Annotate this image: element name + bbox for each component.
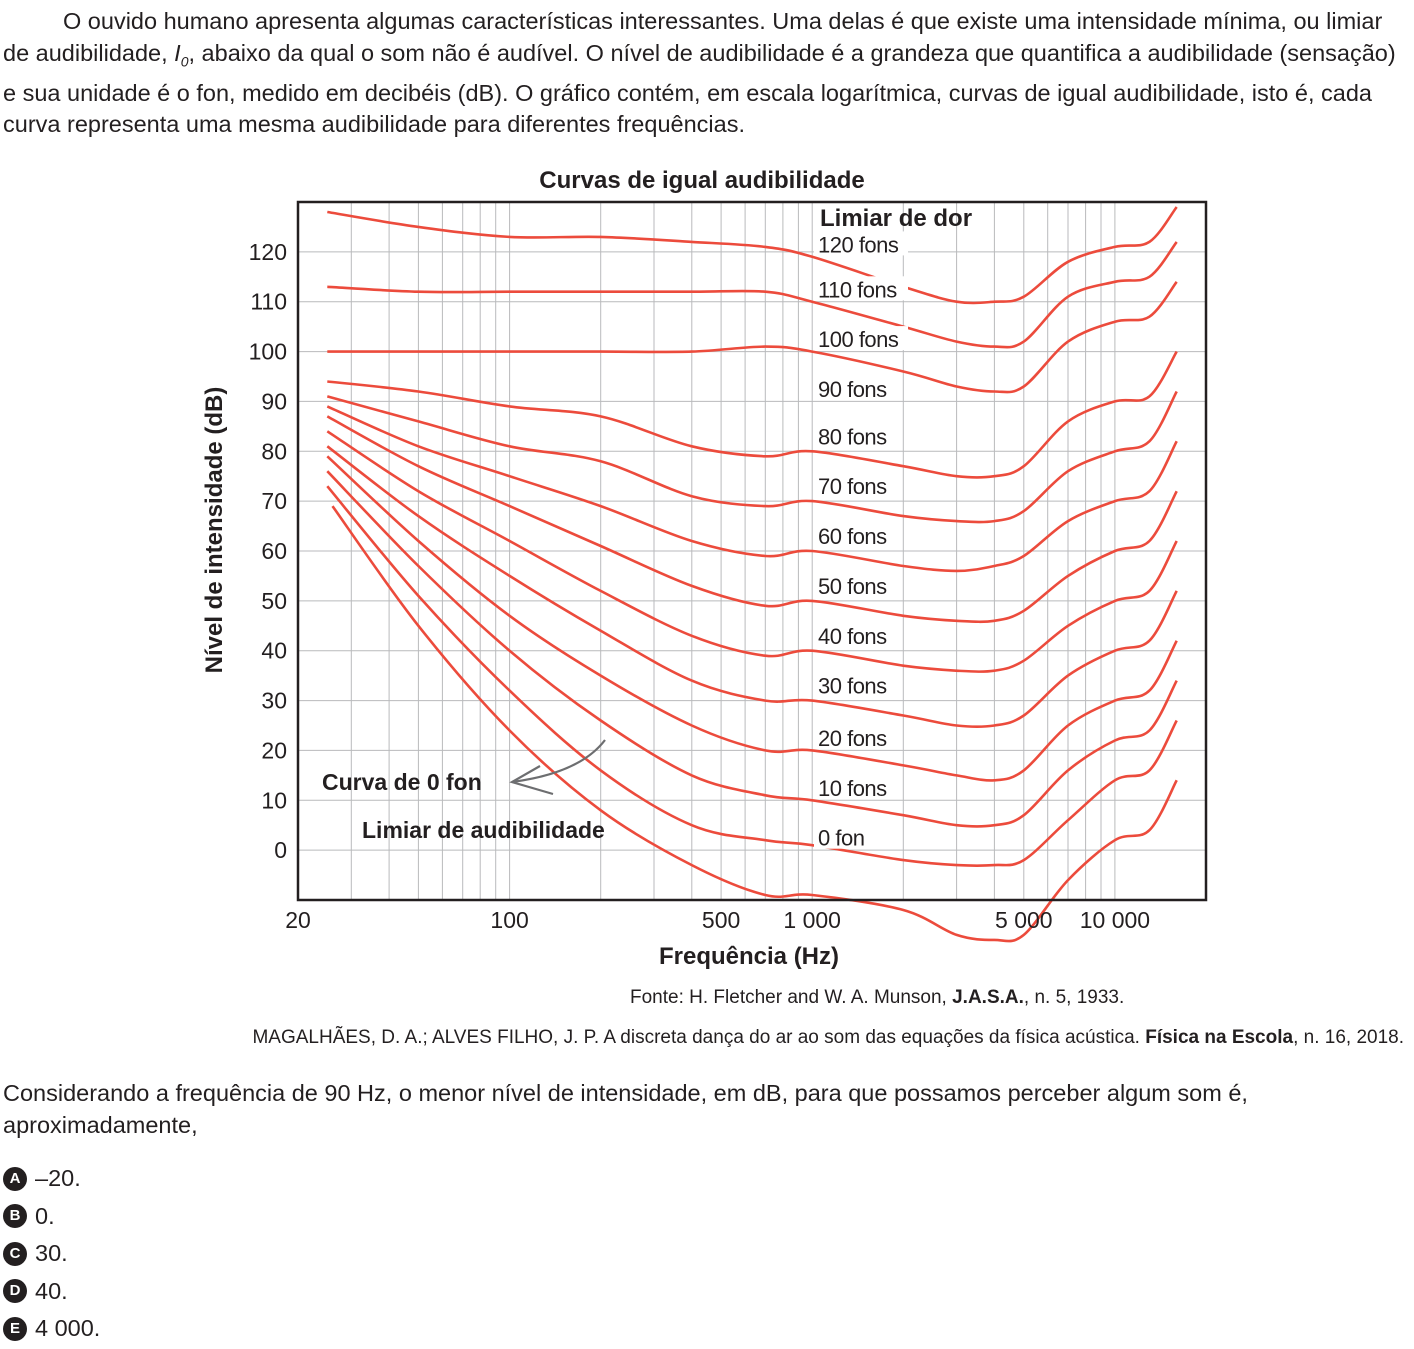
intro-paragraph bbox=[3, 6, 1407, 141]
y-tick-label: 50 bbox=[261, 587, 287, 614]
curve-label: 100 fons bbox=[818, 327, 899, 353]
y-tick-label: 10 bbox=[261, 787, 287, 814]
y-tick-label: 70 bbox=[261, 488, 287, 515]
option-d-text: 40. bbox=[35, 1277, 68, 1304]
chart-title: Curvas de igual audibilidade bbox=[539, 167, 865, 194]
option-c-badge: C bbox=[3, 1242, 27, 1266]
hearing-threshold-label: Limiar de audibilidade bbox=[362, 817, 605, 843]
option-a-badge: A bbox=[3, 1167, 27, 1191]
curve-110-fons bbox=[327, 242, 1176, 347]
curve-120-fons bbox=[327, 207, 1176, 303]
y-tick-label: 0 bbox=[274, 837, 287, 864]
option-a-text: –20. bbox=[35, 1165, 81, 1192]
curve-100-fons bbox=[327, 282, 1176, 392]
y-tick-label: 90 bbox=[261, 388, 287, 415]
source-journal: J.A.S.A. bbox=[952, 987, 1024, 1008]
curve-label: 10 fons bbox=[818, 775, 887, 801]
x-tick-label: 5 000 bbox=[995, 907, 1053, 933]
x-tick-label: 100 bbox=[490, 907, 529, 933]
curve-60-fons bbox=[327, 416, 1176, 621]
y-tick-label: 110 bbox=[250, 288, 287, 315]
option-a[interactable] bbox=[3, 1160, 100, 1198]
curve-10-fons bbox=[327, 486, 1176, 866]
text-citation bbox=[252, 1027, 1404, 1049]
x-tick-label: 1 000 bbox=[783, 907, 841, 933]
chart-grid bbox=[298, 202, 1206, 900]
answer-options bbox=[3, 1160, 100, 1348]
y-tick-labels bbox=[249, 239, 287, 863]
zero-curve-label: Curva de 0 fon bbox=[322, 769, 482, 795]
intensity-symbol: $I_0$ bbox=[174, 39, 189, 70]
option-b-text: 0. bbox=[35, 1202, 55, 1229]
curve-label: 110 fons bbox=[818, 277, 897, 303]
curve-label: 50 fons bbox=[818, 573, 887, 599]
option-b[interactable] bbox=[3, 1198, 100, 1236]
question-text: Considerando a frequência de 90 Hz, o menor nível de intensidade, em dB, para que possamos perceber algum som é, aproximadamente, bbox=[3, 1080, 1248, 1138]
option-e[interactable] bbox=[3, 1310, 100, 1348]
citation-prefix: MAGALHÃES, D. A.; ALVES FILHO, J. P. A discreta dança do ar ao som das equações da física acústica. bbox=[252, 1027, 1146, 1048]
curve-label: 90 fons bbox=[818, 377, 887, 402]
y-tick-label: 100 bbox=[248, 338, 287, 365]
x-tick-label: 500 bbox=[701, 907, 741, 933]
option-e-text: 4 000. bbox=[35, 1315, 101, 1342]
y-tick-label: 80 bbox=[261, 438, 287, 465]
curve-0-fon bbox=[333, 506, 1177, 941]
source-prefix: Fonte: H. Fletcher and W. A. Munson, bbox=[630, 987, 953, 1008]
curve-label: 60 fons bbox=[818, 524, 887, 549]
source-suffix: , n. 5, 1933. bbox=[1023, 987, 1125, 1008]
x-axis-label: Frequência (Hz) bbox=[658, 943, 840, 970]
curve-label: 120 fons bbox=[818, 232, 899, 258]
curve-label: 40 fons bbox=[818, 623, 887, 649]
y-axis-label: Nível de intensidade (dB) bbox=[201, 386, 228, 674]
y-tick-label: 60 bbox=[261, 538, 287, 564]
option-c-text: 30. bbox=[35, 1240, 68, 1267]
zero-curve-arrowhead bbox=[512, 766, 553, 794]
intro-text-part1: O ouvido humano apresenta algumas características interessantes. Uma delas é que existe uma intensidade mínima, ou limiar de audibilidade, bbox=[3, 8, 1383, 66]
option-e-badge: E bbox=[3, 1317, 27, 1341]
x-tick-labels bbox=[285, 907, 1150, 933]
curve-label: 0 fon bbox=[818, 825, 865, 851]
option-d-badge: D bbox=[3, 1279, 27, 1303]
citation-suffix: , n. 16, 2018. bbox=[1293, 1027, 1404, 1048]
intro-text-part2: , abaixo da qual o som não é audível. O nível de audibilidade é a grandeza que quantifica a audibilidade (sensação) e sua unidade é o fon, medido em decibéis (dB). O gráfico contém, em escala logarítmica, curvas de igual audibilidade, isto é, cada curva representa uma mesma audibilidade para diferentes frequências. bbox=[3, 39, 1396, 138]
option-c[interactable] bbox=[3, 1235, 100, 1273]
x-tick-label: 20 bbox=[285, 907, 311, 933]
y-tick-label: 20 bbox=[261, 737, 287, 764]
option-d[interactable] bbox=[3, 1273, 100, 1311]
x-tick-label: 10 000 bbox=[1079, 907, 1151, 933]
curve-label: 30 fons bbox=[818, 673, 887, 699]
citation-journal: Física na Escola bbox=[1145, 1027, 1294, 1048]
curve-label: 70 fons bbox=[818, 474, 887, 500]
equal-loudness-chart bbox=[0, 158, 1414, 973]
y-tick-label: 120 bbox=[248, 238, 287, 265]
y-tick-label: 30 bbox=[261, 687, 287, 714]
intensity-subscript: 0 bbox=[180, 53, 189, 70]
y-tick-label: 40 bbox=[261, 637, 287, 664]
curve-label: 80 fons bbox=[818, 424, 887, 450]
pain-threshold-label: Limiar de dor bbox=[820, 205, 973, 232]
curve-label: 20 fons bbox=[818, 726, 887, 751]
chart-source bbox=[630, 987, 1124, 1009]
option-b-badge: B bbox=[3, 1204, 27, 1228]
